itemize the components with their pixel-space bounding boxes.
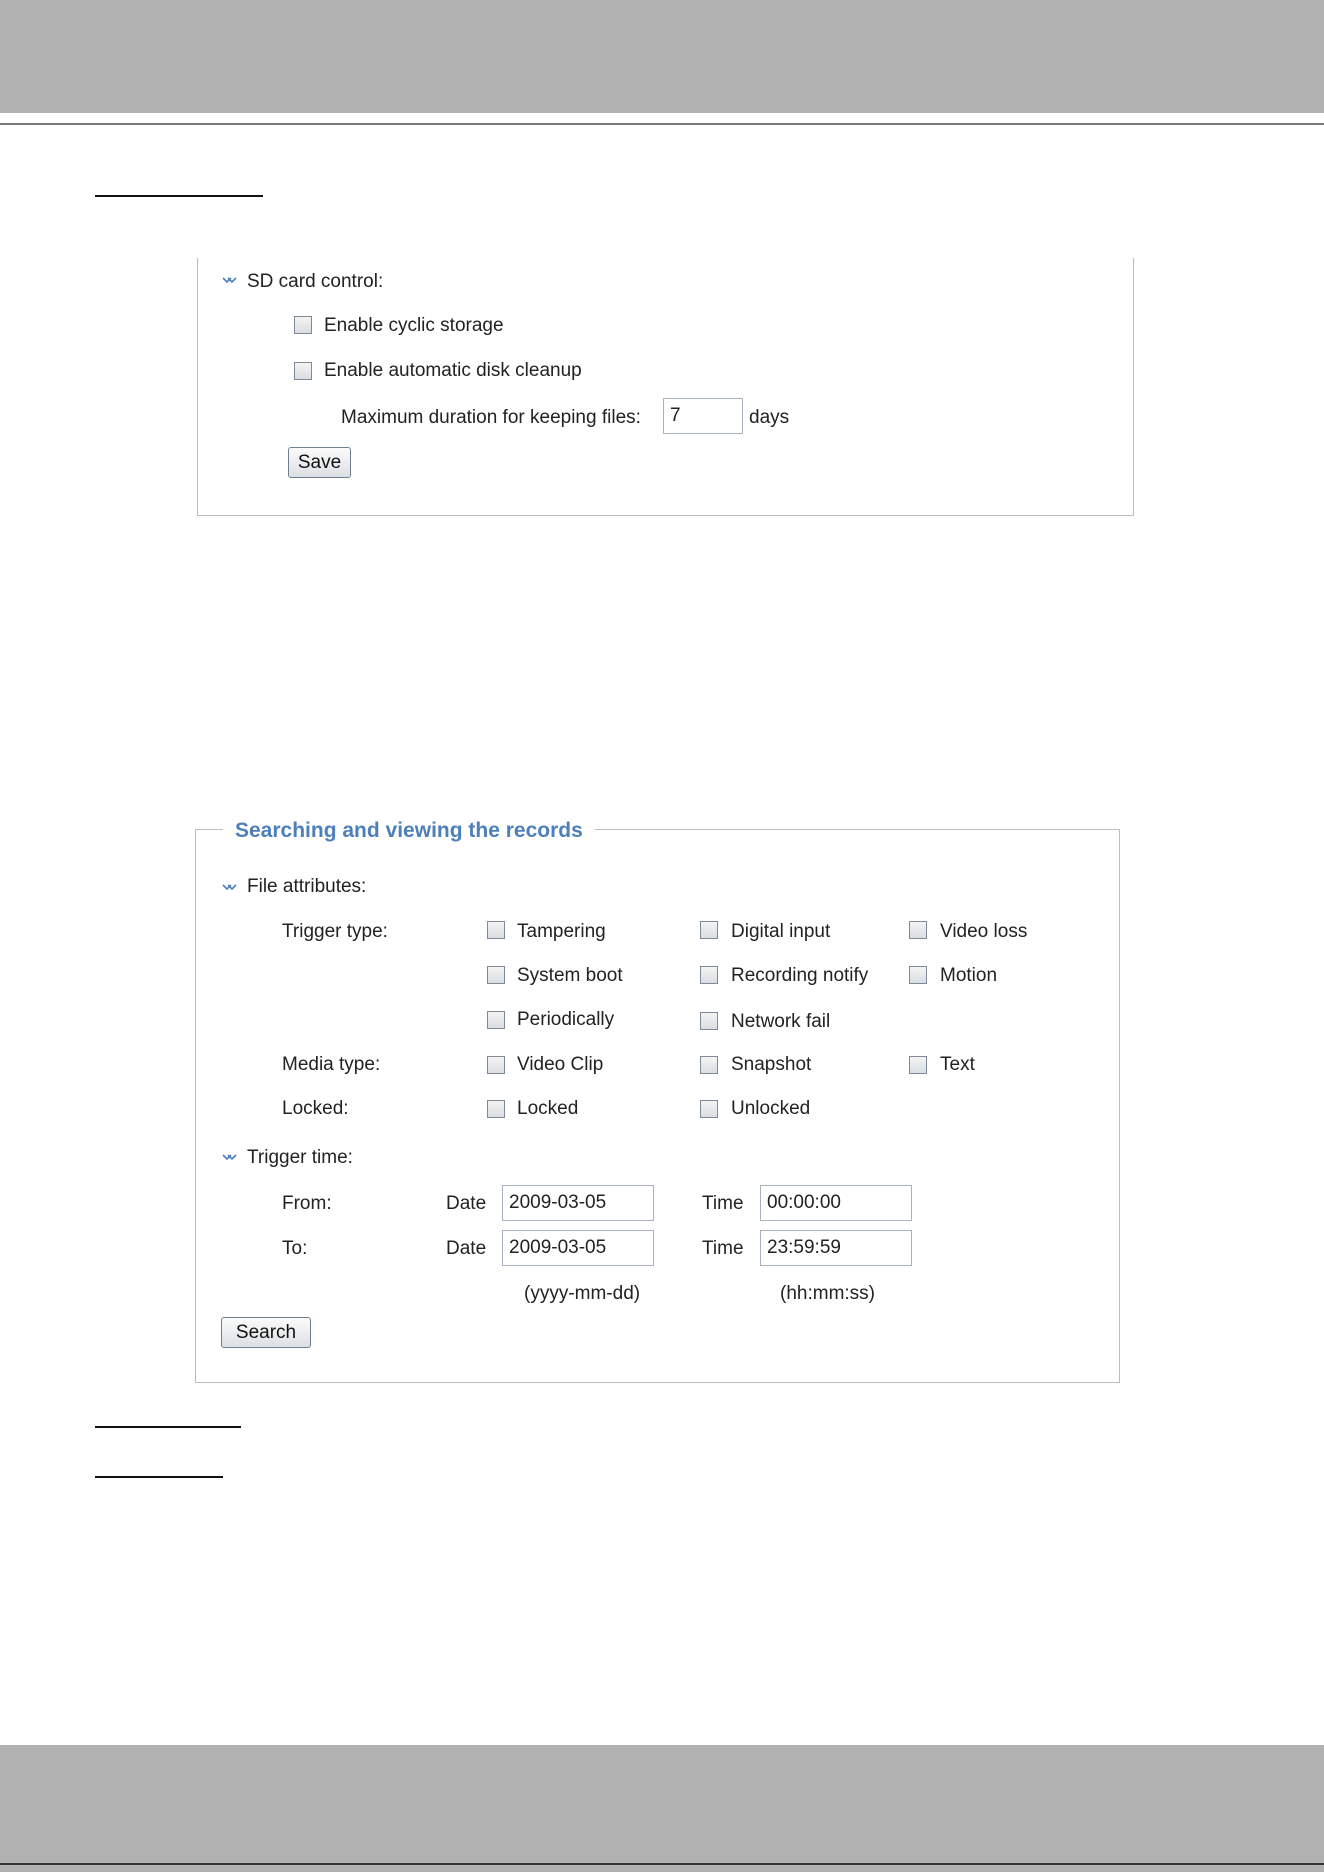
sd-card-section-title: SD card control: (247, 271, 384, 292)
periodically-label: Periodically (517, 1009, 615, 1030)
system-boot-checkbox[interactable] (487, 966, 505, 984)
max-duration-unit: days (749, 407, 790, 428)
locked-checkbox[interactable] (487, 1100, 505, 1118)
cyclic-storage-checkbox[interactable] (294, 316, 312, 334)
to-date-input[interactable] (502, 1230, 654, 1266)
file-attributes-title: File attributes: (247, 876, 367, 897)
from-date-label: Date (446, 1193, 487, 1214)
locked-option-label: Locked (517, 1098, 579, 1119)
media-type-label: Media type: (282, 1054, 381, 1075)
snapshot-label: Snapshot (731, 1054, 812, 1075)
from-time-label: Time (702, 1193, 744, 1214)
video-clip-label: Video Clip (517, 1054, 604, 1075)
video-clip-checkbox[interactable] (487, 1056, 505, 1074)
search-records-legend: Searching and viewing the records (223, 818, 595, 844)
to-time-label: Time (702, 1238, 744, 1259)
periodically-checkbox[interactable] (487, 1011, 505, 1029)
trigger-type-label: Trigger type: (282, 921, 388, 942)
auto-cleanup-label: Enable automatic disk cleanup (324, 360, 582, 381)
underlined-heading-stub (95, 1426, 241, 1428)
text-checkbox[interactable] (909, 1056, 927, 1074)
underlined-heading-stub (95, 195, 263, 197)
trigger-time-title: Trigger time: (247, 1147, 353, 1168)
text-label: Text (940, 1054, 975, 1075)
tampering-label: Tampering (517, 921, 606, 942)
auto-cleanup-checkbox[interactable] (294, 362, 312, 380)
system-boot-label: System boot (517, 965, 623, 986)
from-label: From: (282, 1193, 332, 1214)
to-date-label: Date (446, 1238, 487, 1259)
underlined-heading-stub (95, 1476, 223, 1478)
footer-rule (0, 1863, 1324, 1865)
snapshot-checkbox[interactable] (700, 1056, 718, 1074)
from-date-input[interactable] (502, 1185, 654, 1221)
footer-band (0, 1745, 1324, 1872)
unlocked-checkbox[interactable] (700, 1100, 718, 1118)
motion-label: Motion (940, 965, 998, 986)
expand-chevron-icon[interactable] (222, 1154, 238, 1164)
header-band (0, 0, 1324, 113)
unlocked-option-label: Unlocked (731, 1098, 811, 1119)
save-button[interactable]: Save (288, 447, 351, 478)
cyclic-storage-label: Enable cyclic storage (324, 315, 504, 336)
max-duration-input[interactable] (663, 398, 743, 434)
locked-label: Locked: (282, 1098, 349, 1119)
search-button[interactable]: Search (221, 1317, 311, 1348)
header-rule (0, 123, 1324, 125)
digital-input-label: Digital input (731, 921, 831, 942)
date-format-hint: (yyyy-mm-dd) (524, 1283, 641, 1304)
motion-checkbox[interactable] (909, 966, 927, 984)
time-format-hint: (hh:mm:ss) (780, 1283, 875, 1304)
recording-notify-checkbox[interactable] (700, 966, 718, 984)
expand-chevron-icon[interactable] (222, 277, 238, 287)
to-time-input[interactable] (760, 1230, 912, 1266)
digital-input-checkbox[interactable] (700, 921, 718, 939)
to-label: To: (282, 1238, 308, 1259)
from-time-input[interactable] (760, 1185, 912, 1221)
tampering-checkbox[interactable] (487, 921, 505, 939)
network-fail-checkbox[interactable] (700, 1012, 718, 1030)
max-duration-label: Maximum duration for keeping files: (341, 407, 641, 428)
network-fail-label: Network fail (731, 1011, 831, 1032)
video-loss-checkbox[interactable] (909, 921, 927, 939)
expand-chevron-icon[interactable] (222, 884, 238, 894)
recording-notify-label: Recording notify (731, 965, 869, 986)
video-loss-label: Video loss (940, 921, 1028, 942)
